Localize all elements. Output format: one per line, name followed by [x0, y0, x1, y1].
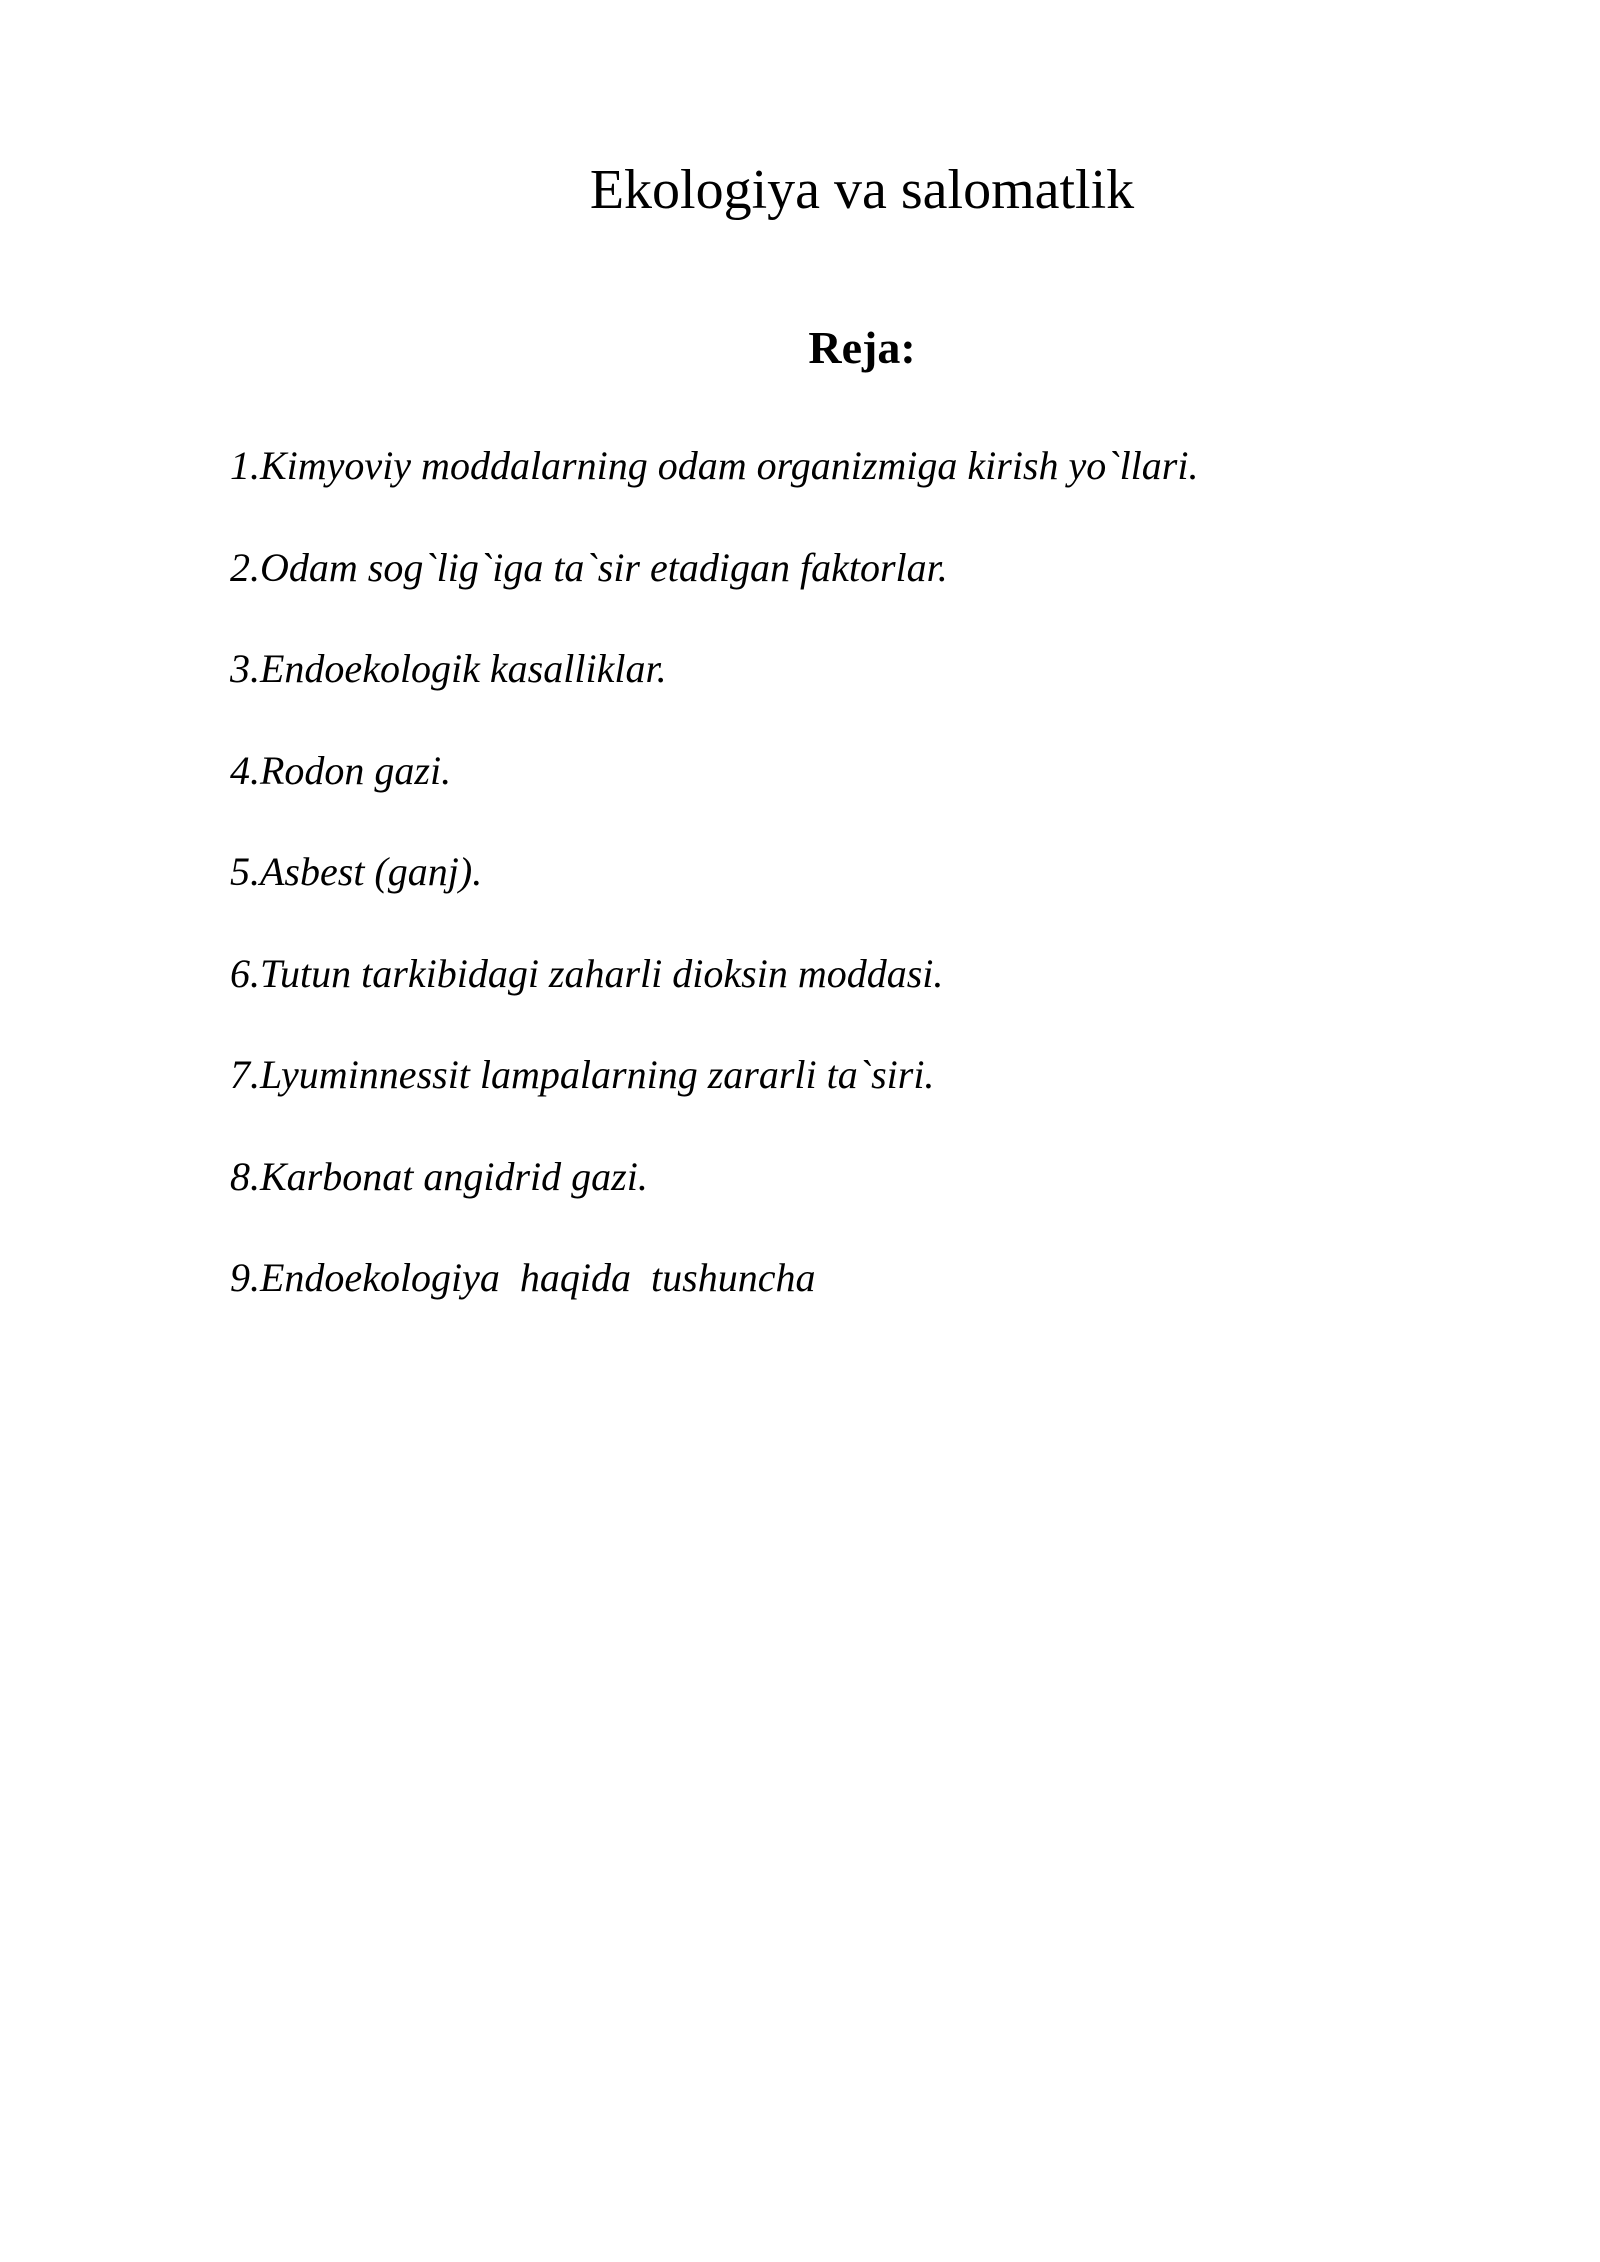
plan-item-2: 2.Odam sog`lig`iga ta`sir etadigan faktorlar. [230, 544, 948, 590]
plan-item-5: 5.Asbest (ganj). [230, 849, 483, 894]
plan-list [230, 415, 1198, 1329]
plan-item-8: 8.Karbonat angidrid gazi. [230, 1153, 648, 1199]
plan-item-7: 7.Lyuminnessit lampalarning zararli ta`siri. [230, 1052, 935, 1097]
plan-item-6: 6.Tutun tarkibidagi zaharli dioksin moddasi. [230, 950, 944, 996]
document-title: Ekologiya va salomatlik [589, 159, 1135, 221]
plan-heading: Reja: [808, 322, 916, 373]
plan-item-4: 4.Rodon gazi. [230, 747, 452, 793]
plan-item-1: 1.Kimyoviy moddalarning odam organizmiga kirish yo`llari. [230, 443, 1199, 488]
plan-item-9: 9.Endoekologiya haqida tushuncha [230, 1255, 816, 1300]
plan-item-3: 3.Endoekologik kasalliklar. [230, 646, 667, 691]
